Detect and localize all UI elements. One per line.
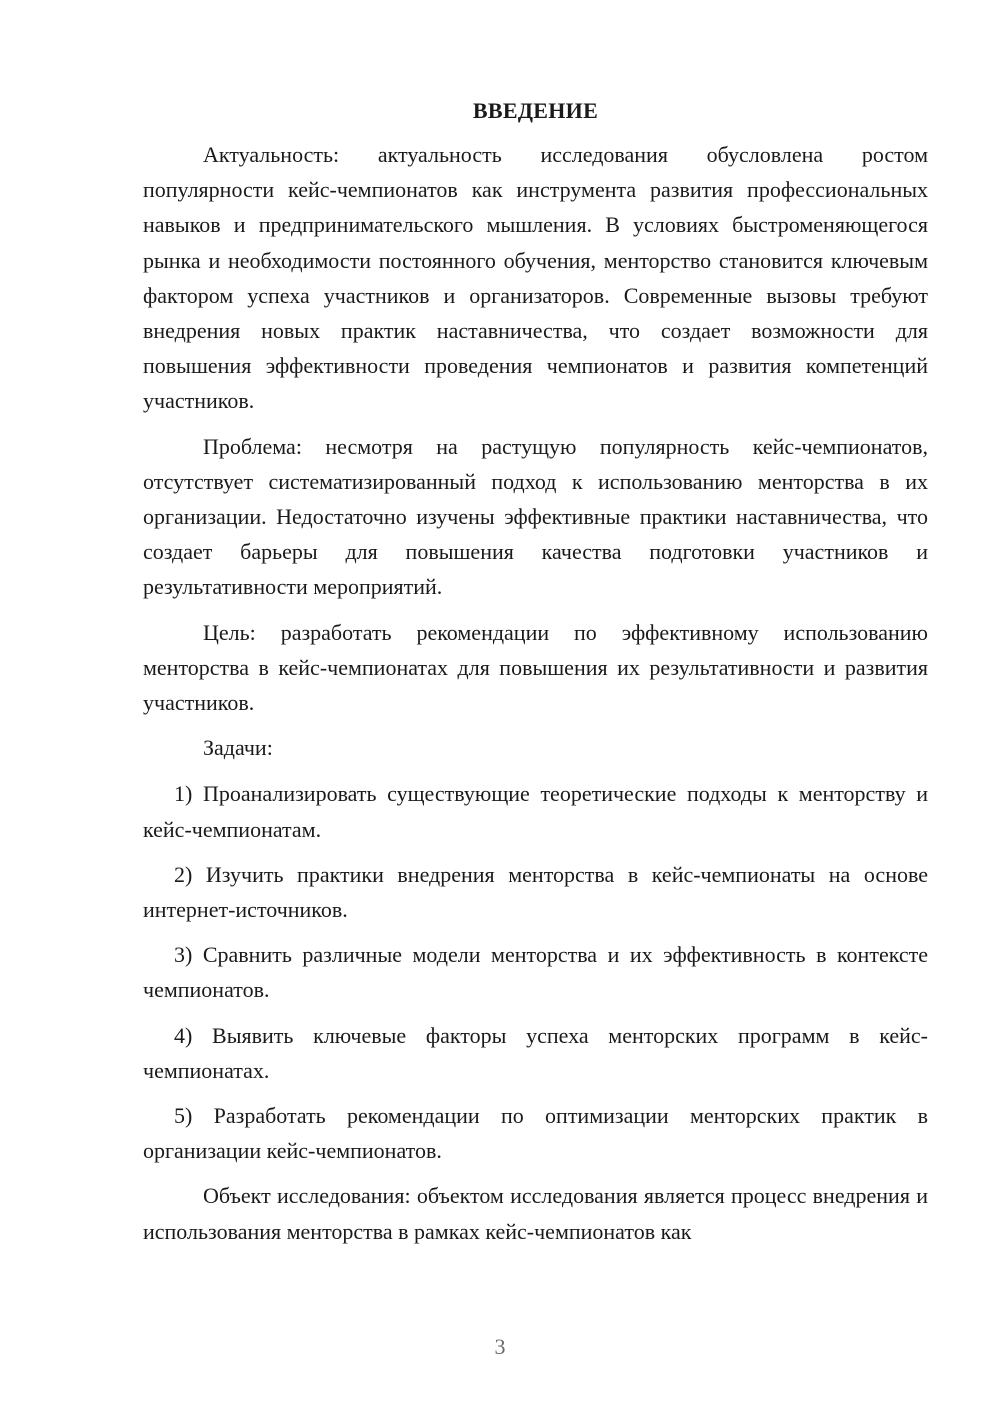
task-item: 3) Сравнить различные модели менторства и их эффективность в контексте чемпионатов. [143, 942, 928, 1003]
problem-paragraph: Проблема: несмотря на растущую популярность кейс-чемпионатов, отсутствует систематизированный подход к использованию менторства в их организации. Недостаточно изучены эффективные практики наставничества, что создает барьеры для повышения качества подготовки участников и результативности мероприятий. [143, 433, 928, 600]
task-item: 4) Выявить ключевые факторы успеха менторских программ в кейс-чемпионатах. [143, 1022, 928, 1083]
task-item: 1) Проанализировать существующие теоретические подходы к менторству и кейс-чемпионатам. [143, 781, 928, 842]
task-item: 5) Разработать рекомендации по оптимизации менторских практик в организации кейс-чемпионатов. [143, 1103, 928, 1164]
document-page [143, 94, 928, 1259]
section-heading: ВВЕДЕНИЕ [472, 98, 599, 123]
tasks-label: Задачи: [203, 735, 273, 761]
goal-paragraph: Цель: разработать рекомендации по эффективному использованию менторства в кейс-чемпионатах для повышения их результативности и развития участников. [143, 619, 928, 716]
object-paragraph: Объект исследования: объектом исследования является процесс внедрения и использования менторства в рамках кейс-чемпионатов как [143, 1183, 928, 1244]
tasks-list [143, 776, 928, 1168]
page-number: 3 [494, 1334, 506, 1359]
relevance-paragraph: Актуальность: актуальность исследования обусловлена ростом популярности кейс-чемпионатов как инструмента развития профессиональных навыков и предпринимательского мышления. В условиях быстроменяющегося рынка и необходимости постоянного обучения, менторство становится ключевым фактором успеха участников и организаторов. Современные вызовы требуют внедрения новых практик наставничества, что создает возможности для повышения эффективности проведения чемпионатов и развития компетенций участников. [143, 142, 928, 414]
task-item: 2) Изучить практики внедрения менторства в кейс-чемпионаты на основе интернет-источников. [143, 861, 928, 923]
